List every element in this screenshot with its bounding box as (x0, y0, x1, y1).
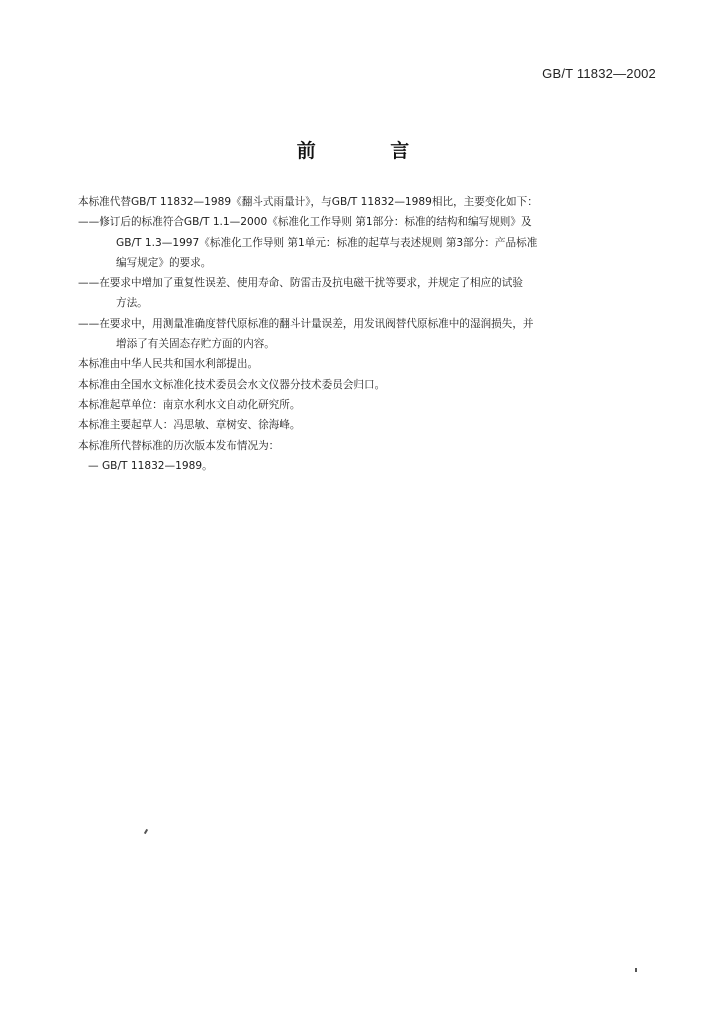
paragraph-centralized: 本标准由全国水文标准化技术委员会水文仪器分技术委员会归口。 (78, 378, 386, 391)
paragraph-history: 本标准所代替标准的历次版本发布情况为： (78, 439, 280, 452)
paragraph-proposer: 本标准由中华人民共和国水利部提出。 (78, 358, 259, 371)
change-item-2: ——在要求中增加了重复性误差、使用寿命、防雷击及抗电磁干扰等要求，并规定了相应的试验 (78, 277, 523, 290)
foreword-body (78, 192, 658, 476)
scan-speck (144, 829, 148, 834)
change-item-1-cont: 编写规定》的要求。 (116, 256, 212, 269)
change-item-3-cont: 增添了有关固态存贮方面的内容。 (116, 338, 275, 351)
paragraph-drafters: 本标准主要起草人：冯思敏、章树安、徐海峰。 (78, 419, 301, 432)
scan-speck (635, 968, 637, 972)
change-item-1: ——修订后的标准符合GB/T 1.1—2000《标准化工作导则 第1部分：标准的结构和编写规则》及 (78, 216, 532, 229)
change-item-1-cont: GB/T 1.3—1997《标准化工作导则 第1单元：标准的起草与表述规则 第3部分：产品标准 (116, 236, 538, 249)
page-title: 前 言 (296, 140, 444, 162)
paragraph-intro: 本标准代替GB/T 11832—1989《翻斗式雨量计》，与GB/T 11832—1989相比，主要变化如下： (78, 196, 538, 208)
history-item: — GB/T 11832—1989。 (88, 459, 213, 472)
paragraph-drafting-unit: 本标准起草单位：南京水利水文自动化研究所。 (78, 398, 301, 411)
change-item-2-cont: 方法。 (116, 297, 148, 310)
change-item-3: ——在要求中，用测量准确度替代原标准的翻斗计量误差，用发讯阀替代原标准中的湿润损失，并 (78, 317, 534, 330)
standard-code: GB/T 11832—2002 (542, 66, 656, 81)
